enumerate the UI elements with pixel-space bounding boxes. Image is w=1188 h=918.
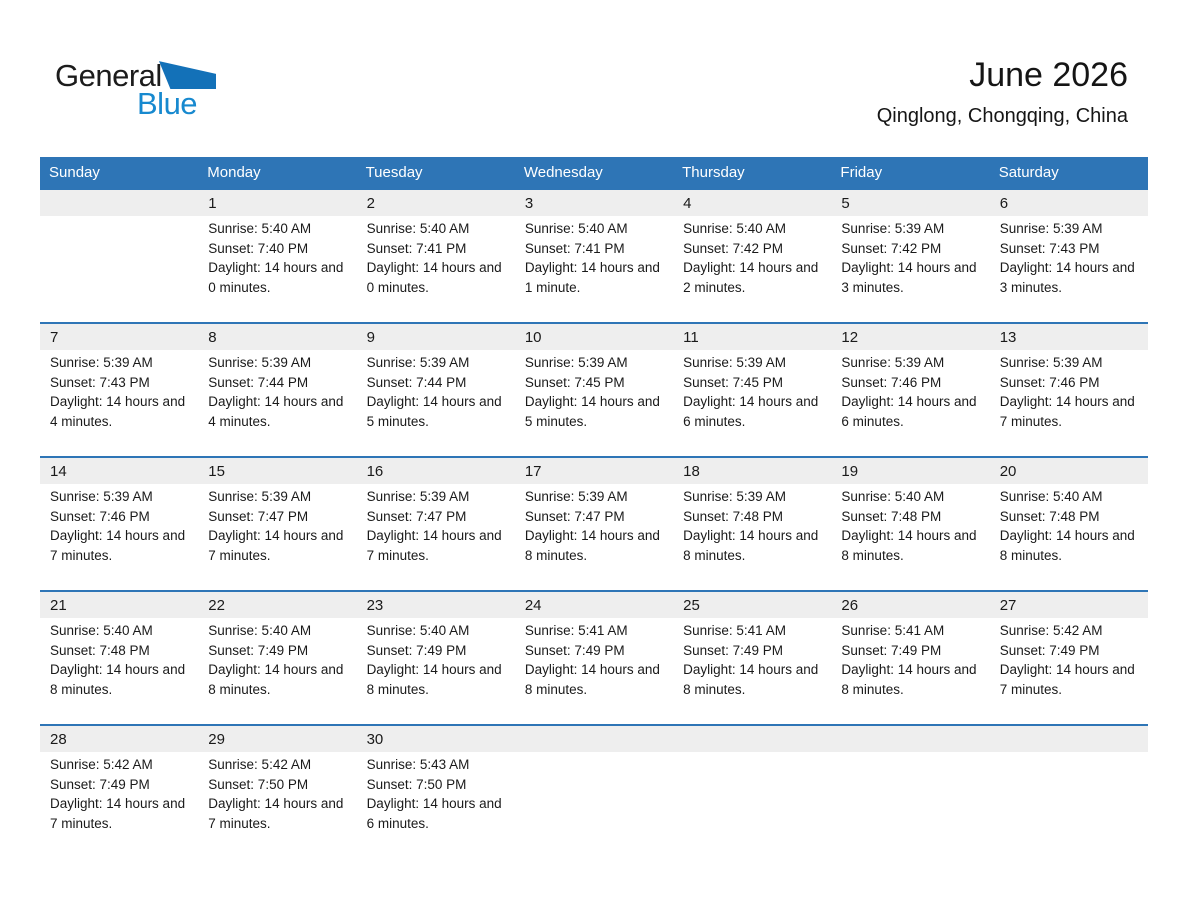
sunrise-text: Sunrise: 5:42 AM [208, 757, 312, 772]
day-number: 22 [208, 597, 225, 614]
day-number-band [990, 324, 1148, 350]
page-title: June 2026 [969, 56, 1128, 94]
week-row-5 [40, 724, 1148, 858]
daylight-text: Daylight: 14 hours and 8 minutes. [841, 662, 977, 697]
day-number: 18 [683, 463, 700, 480]
day-details [357, 484, 515, 565]
sunrise-text: Sunrise: 5:39 AM [524, 355, 628, 370]
weekday-header-monday: Monday [207, 164, 261, 181]
daylight-text: Daylight: 14 hours and 8 minutes. [841, 528, 977, 563]
sunset-text: Sunset: 7:49 PM [50, 776, 150, 792]
sunset-text: Sunset: 7:49 PM [683, 642, 783, 658]
day-details [515, 350, 673, 431]
day-number: 24 [524, 597, 542, 614]
day-number: 16 [366, 463, 384, 480]
day-details [990, 618, 1148, 699]
daylight-text: Daylight: 14 hours and 3 minutes. [841, 260, 977, 295]
day-number-band [357, 458, 515, 484]
week-row-2 [40, 322, 1148, 456]
sunset-text: Sunset: 7:49 PM [999, 642, 1100, 658]
sunrise-text: Sunrise: 5:40 AM [366, 623, 470, 638]
day-details [673, 484, 831, 565]
day-number: 8 [208, 329, 217, 346]
day-number: 19 [841, 463, 859, 480]
day-cell-17 [515, 458, 673, 590]
daylight-text: Daylight: 14 hours and 8 minutes. [683, 528, 819, 563]
day-number: 28 [50, 731, 67, 748]
day-cell-1 [198, 190, 356, 322]
day-number-band [673, 190, 831, 216]
day-cell-4 [673, 190, 831, 322]
weekday-header-tuesday: Tuesday [365, 164, 423, 181]
sunset-text: Sunset: 7:42 PM [683, 240, 783, 256]
day-cell-20 [990, 458, 1148, 590]
sunrise-text: Sunrise: 5:40 AM [208, 623, 312, 638]
sunrise-text: Sunrise: 5:40 AM [524, 221, 628, 236]
sunrise-text: Sunrise: 5:39 AM [999, 355, 1103, 370]
daylight-text: Daylight: 14 hours and 7 minutes. [999, 662, 1135, 697]
day-number: 20 [999, 463, 1017, 480]
daylight-text: Daylight: 14 hours and 1 minute. [524, 260, 660, 295]
day-details [673, 350, 831, 431]
daylight-text: Daylight: 14 hours and 7 minutes. [50, 796, 186, 831]
day-details [990, 216, 1148, 297]
day-cell-7 [40, 324, 198, 456]
day-cell-13 [990, 324, 1148, 456]
day-details [831, 484, 989, 565]
day-cell-empty [515, 726, 673, 858]
day-details [198, 216, 356, 297]
sunset-text: Sunset: 7:45 PM [524, 374, 625, 390]
day-number: 25 [683, 597, 700, 614]
daylight-text: Daylight: 14 hours and 8 minutes. [524, 662, 660, 697]
day-number-band [40, 726, 198, 752]
daylight-text: Daylight: 14 hours and 2 minutes. [683, 260, 819, 295]
day-details [357, 350, 515, 431]
sunrise-text: Sunrise: 5:43 AM [366, 757, 470, 772]
day-number-band [990, 592, 1148, 618]
day-number: 3 [524, 195, 534, 212]
sunrise-text: Sunrise: 5:39 AM [50, 355, 153, 370]
day-cell-19 [831, 458, 989, 590]
sunrise-text: Sunrise: 5:42 AM [50, 757, 153, 772]
sunset-text: Sunset: 7:49 PM [366, 642, 467, 658]
sunrise-text: Sunrise: 5:39 AM [366, 355, 470, 370]
sunrise-text: Sunrise: 5:41 AM [683, 623, 786, 638]
day-number-band [990, 726, 1148, 752]
daylight-text: Daylight: 14 hours and 5 minutes. [524, 394, 660, 429]
day-number: 11 [683, 329, 699, 346]
day-details [831, 618, 989, 699]
day-number: 10 [524, 329, 542, 346]
daylight-text: Daylight: 14 hours and 8 minutes. [366, 662, 502, 697]
day-number-band [198, 726, 356, 752]
day-details [515, 484, 673, 565]
daylight-text: Daylight: 14 hours and 8 minutes. [683, 662, 819, 697]
sunrise-text: Sunrise: 5:39 AM [366, 489, 470, 504]
day-number-band [515, 190, 673, 216]
day-number: 7 [50, 329, 59, 346]
day-details [198, 484, 356, 565]
day-details [831, 350, 989, 431]
day-number-band [831, 592, 989, 618]
sunrise-text: Sunrise: 5:39 AM [524, 489, 628, 504]
day-cell-21 [40, 592, 198, 724]
day-number: 23 [366, 597, 384, 614]
day-number-band [831, 190, 989, 216]
sunrise-text: Sunrise: 5:41 AM [841, 623, 945, 638]
day-number-band [990, 458, 1148, 484]
day-number: 29 [208, 731, 225, 748]
day-number: 2 [366, 195, 375, 212]
weekday-header-row [40, 157, 1148, 188]
day-cell-empty [673, 726, 831, 858]
day-cell-25 [673, 592, 831, 724]
day-number-band [673, 324, 831, 350]
sunrise-text: Sunrise: 5:40 AM [841, 489, 945, 504]
sunrise-text: Sunrise: 5:39 AM [841, 355, 945, 370]
day-details [673, 216, 831, 297]
day-details [198, 350, 356, 431]
day-cell-12 [831, 324, 989, 456]
sunrise-text: Sunrise: 5:40 AM [366, 221, 470, 236]
day-number: 21 [50, 597, 67, 614]
day-cell-empty [990, 726, 1148, 858]
sunset-text: Sunset: 7:41 PM [524, 240, 625, 256]
day-cell-27 [990, 592, 1148, 724]
day-cell-23 [357, 592, 515, 724]
sunset-text: Sunset: 7:40 PM [208, 240, 309, 256]
day-number-band [198, 324, 356, 350]
day-details [357, 216, 515, 297]
day-number: 17 [524, 463, 542, 480]
logo-word-blue: Blue [137, 86, 198, 121]
day-number-band [673, 592, 831, 618]
day-details [515, 618, 673, 699]
day-number: 12 [841, 329, 859, 346]
sunset-text: Sunset: 7:47 PM [208, 508, 309, 524]
day-number: 27 [999, 597, 1017, 614]
daylight-text: Daylight: 14 hours and 5 minutes. [366, 394, 502, 429]
day-cell-5 [831, 190, 989, 322]
day-cell-14 [40, 458, 198, 590]
day-number: 1 [208, 195, 217, 212]
daylight-text: Daylight: 14 hours and 7 minutes. [208, 796, 344, 831]
day-number-band [198, 458, 356, 484]
day-number: 6 [999, 195, 1009, 212]
day-number: 30 [366, 731, 384, 748]
daylight-text: Daylight: 14 hours and 3 minutes. [999, 260, 1135, 295]
sunrise-text: Sunrise: 5:39 AM [208, 489, 312, 504]
day-number-band [515, 592, 673, 618]
day-number: 14 [50, 463, 67, 480]
day-cell-9 [357, 324, 515, 456]
sunset-text: Sunset: 7:47 PM [366, 508, 467, 524]
general-blue-logo [55, 58, 225, 120]
day-cell-26 [831, 592, 989, 724]
day-number-band [198, 190, 356, 216]
day-number: 9 [366, 329, 375, 346]
sunset-text: Sunset: 7:45 PM [683, 374, 783, 390]
day-number-band [515, 458, 673, 484]
sunset-text: Sunset: 7:48 PM [683, 508, 783, 524]
sunrise-text: Sunrise: 5:39 AM [841, 221, 945, 236]
sunset-text: Sunset: 7:44 PM [366, 374, 467, 390]
daylight-text: Daylight: 14 hours and 7 minutes. [50, 528, 186, 563]
sunset-text: Sunset: 7:50 PM [366, 776, 467, 792]
sunset-text: Sunset: 7:48 PM [841, 508, 942, 524]
sunrise-text: Sunrise: 5:39 AM [999, 221, 1103, 236]
day-number-band [40, 458, 198, 484]
sunrise-text: Sunrise: 5:40 AM [208, 221, 312, 236]
day-cell-29 [198, 726, 356, 858]
day-number-band [357, 592, 515, 618]
sunrise-text: Sunrise: 5:39 AM [208, 355, 312, 370]
sunrise-text: Sunrise: 5:42 AM [999, 623, 1103, 638]
day-cell-8 [198, 324, 356, 456]
sunset-text: Sunset: 7:49 PM [841, 642, 942, 658]
day-details [40, 752, 198, 833]
day-number-band [357, 324, 515, 350]
sunset-text: Sunset: 7:43 PM [999, 240, 1100, 256]
week-row-3 [40, 456, 1148, 590]
sunset-text: Sunset: 7:41 PM [366, 240, 467, 256]
sunrise-text: Sunrise: 5:40 AM [999, 489, 1103, 504]
sunrise-text: Sunrise: 5:40 AM [683, 221, 786, 236]
daylight-text: Daylight: 14 hours and 7 minutes. [366, 528, 502, 563]
day-cell-10 [515, 324, 673, 456]
daylight-text: Daylight: 14 hours and 0 minutes. [366, 260, 502, 295]
day-details [40, 484, 198, 565]
weekday-header-saturday: Saturday [998, 164, 1059, 181]
day-details [990, 484, 1148, 565]
day-cell-28 [40, 726, 198, 858]
day-number-band [831, 458, 989, 484]
daylight-text: Daylight: 14 hours and 7 minutes. [208, 528, 344, 563]
logo-word-general: General [55, 58, 162, 93]
day-cell-6 [990, 190, 1148, 322]
day-cell-30 [357, 726, 515, 858]
sunrise-text: Sunrise: 5:39 AM [683, 355, 786, 370]
day-number-band [673, 726, 831, 752]
sunset-text: Sunset: 7:50 PM [208, 776, 309, 792]
day-details [198, 752, 356, 833]
day-number-band [990, 190, 1148, 216]
sunset-text: Sunset: 7:49 PM [524, 642, 625, 658]
title-block [877, 55, 1128, 130]
logo-triangle-icon [159, 60, 216, 89]
day-number: 26 [841, 597, 859, 614]
day-details [40, 618, 198, 699]
day-number: 13 [999, 329, 1017, 346]
day-cell-11 [673, 324, 831, 456]
weekday-header-sunday: Sunday [49, 164, 100, 181]
day-details [357, 618, 515, 699]
sunset-text: Sunset: 7:43 PM [50, 374, 150, 390]
day-details [357, 752, 515, 833]
day-number-band [40, 592, 198, 618]
day-number-band [357, 726, 515, 752]
sunrise-text: Sunrise: 5:41 AM [524, 623, 628, 638]
sunrise-text: Sunrise: 5:39 AM [50, 489, 153, 504]
day-details [831, 216, 989, 297]
day-cell-18 [673, 458, 831, 590]
daylight-text: Daylight: 14 hours and 8 minutes. [524, 528, 660, 563]
sunset-text: Sunset: 7:46 PM [50, 508, 150, 524]
daylight-text: Daylight: 14 hours and 4 minutes. [208, 394, 344, 429]
day-details [515, 216, 673, 297]
day-number-band [40, 190, 198, 216]
week-row-1 [40, 188, 1148, 322]
day-cell-15 [198, 458, 356, 590]
day-cell-empty [831, 726, 989, 858]
weekday-header-friday: Friday [840, 164, 883, 181]
weekday-header-thursday: Thursday [682, 164, 745, 181]
calendar-weeks [40, 188, 1148, 858]
day-details [198, 618, 356, 699]
day-number-band [673, 458, 831, 484]
day-cell-2 [357, 190, 515, 322]
sunset-text: Sunset: 7:47 PM [524, 508, 625, 524]
day-details [990, 350, 1148, 431]
sunset-text: Sunset: 7:46 PM [999, 374, 1100, 390]
weekday-header-wednesday: Wednesday [523, 164, 603, 181]
day-number: 15 [208, 463, 225, 480]
daylight-text: Daylight: 14 hours and 6 minutes. [841, 394, 977, 429]
location-subtitle: Qinglong, Chongqing, China [876, 105, 1128, 127]
day-number-band [515, 726, 673, 752]
week-row-4 [40, 590, 1148, 724]
daylight-text: Daylight: 14 hours and 8 minutes. [208, 662, 344, 697]
daylight-text: Daylight: 14 hours and 0 minutes. [208, 260, 344, 295]
sunset-text: Sunset: 7:46 PM [841, 374, 942, 390]
day-number-band [831, 324, 989, 350]
daylight-text: Daylight: 14 hours and 4 minutes. [50, 394, 186, 429]
sunrise-text: Sunrise: 5:39 AM [683, 489, 786, 504]
sunset-text: Sunset: 7:49 PM [208, 642, 309, 658]
daylight-text: Daylight: 14 hours and 7 minutes. [999, 394, 1135, 429]
day-number-band [357, 190, 515, 216]
sunset-text: Sunset: 7:42 PM [841, 240, 942, 256]
day-number: 4 [683, 195, 692, 212]
day-number-band [198, 592, 356, 618]
day-number: 5 [841, 195, 850, 212]
day-details [673, 618, 831, 699]
day-details [40, 350, 198, 431]
daylight-text: Daylight: 14 hours and 8 minutes. [999, 528, 1135, 563]
day-number-band [515, 324, 673, 350]
day-cell-22 [198, 592, 356, 724]
day-cell-3 [515, 190, 673, 322]
sunset-text: Sunset: 7:48 PM [999, 508, 1100, 524]
daylight-text: Daylight: 14 hours and 6 minutes. [366, 796, 502, 831]
sunrise-text: Sunrise: 5:40 AM [50, 623, 153, 638]
sunset-text: Sunset: 7:44 PM [208, 374, 309, 390]
day-number-band [40, 324, 198, 350]
sunset-text: Sunset: 7:48 PM [50, 642, 150, 658]
daylight-text: Daylight: 14 hours and 8 minutes. [50, 662, 186, 697]
day-number-band [831, 726, 989, 752]
daylight-text: Daylight: 14 hours and 6 minutes. [683, 394, 819, 429]
day-cell-16 [357, 458, 515, 590]
page-header [40, 0, 1148, 157]
day-cell-empty [40, 190, 198, 322]
day-cell-24 [515, 592, 673, 724]
